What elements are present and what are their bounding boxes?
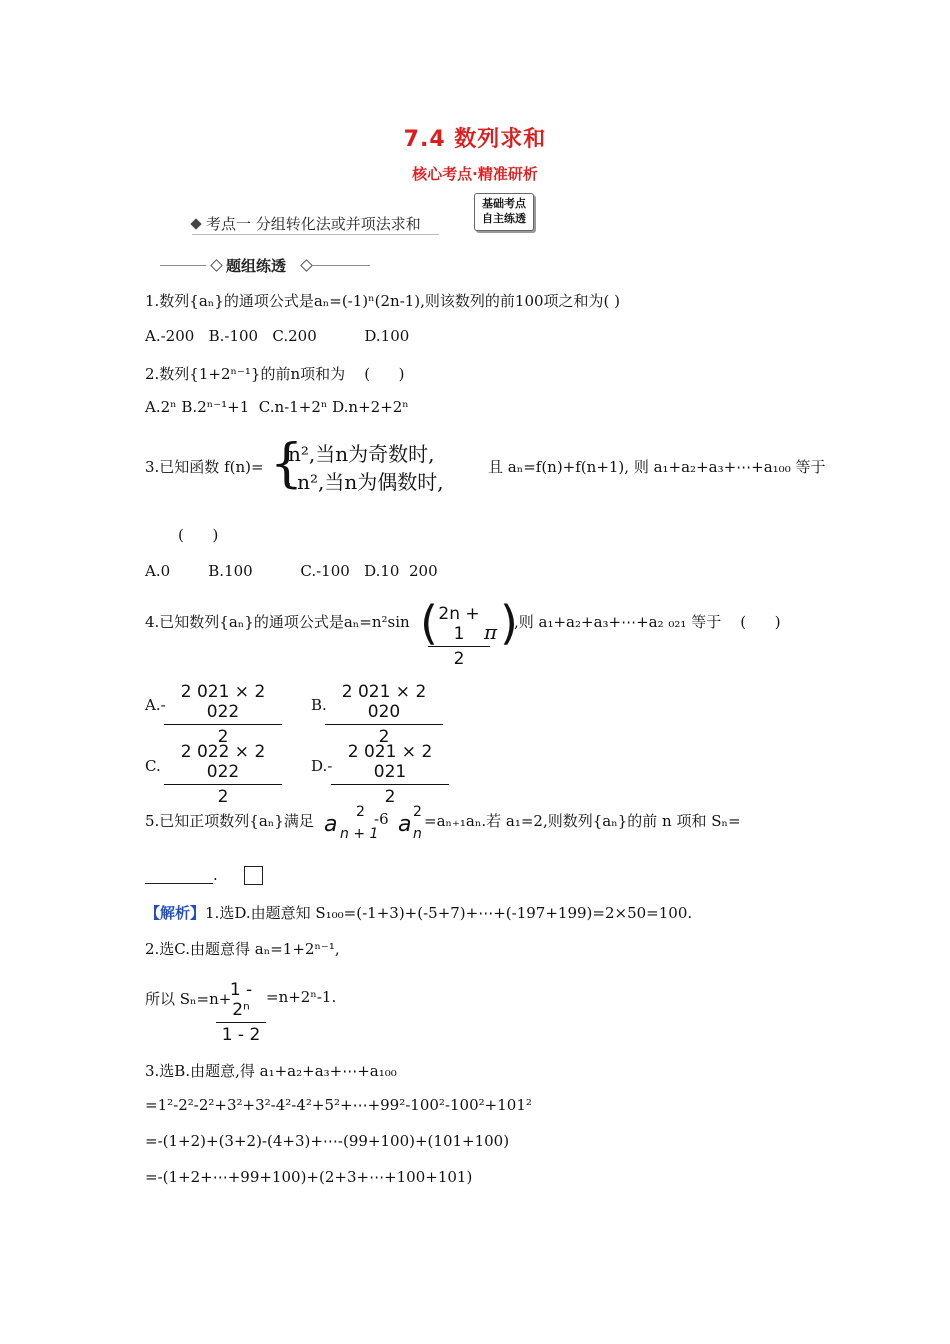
practice-divider <box>160 255 370 277</box>
question-2: 2.数列{1+2ⁿ⁻¹}的前n项和为 ( ) <box>145 365 405 383</box>
question-3-paren: ( ) <box>178 526 219 544</box>
question-3-suffix: 且 aₙ=f(n)+f(n+1), 则 a₁+a₂+a₃+⋯+a₁₀₀ 等于 <box>488 458 826 476</box>
left-paren: ( <box>420 596 438 650</box>
option-b-label: B. <box>311 696 327 714</box>
section-badge <box>474 193 534 231</box>
diamond-icon <box>210 259 223 272</box>
analysis-3-line-3: =-(1+2+⋯+99+100)+(2+3+⋯+100+101) <box>145 1168 473 1186</box>
minus-six: -6 <box>374 810 389 828</box>
question-4-suffix: ,则 a₁+a₂+a₃+⋯+a₂ ₀₂₁ 等于 ( ) <box>514 613 781 631</box>
question-1-options: A.-200 B.-100 C.200 D.100 <box>145 327 410 345</box>
analysis-tag: 【解析】 <box>145 904 206 922</box>
page-subtitle: 核心考点·精准研析 <box>412 165 538 183</box>
analysis-1-text: 1.选D.由题意知 S₁₀₀=(-1+3)+(-5+7)+⋯+(-197+199)=2×50=100. <box>205 904 693 922</box>
divider-line-left <box>160 265 206 266</box>
page-title: 7.4 数列求和 <box>403 127 547 152</box>
case-even: - n²,当n为偶数时, <box>284 470 444 494</box>
question-5-suffix: =aₙ₊₁aₙ.若 a₁=2,则数列{aₙ}的前 n 项和 Sₙ= <box>424 812 741 830</box>
analysis-2b-prefix: 所以 Sₙ=n+ <box>145 990 232 1008</box>
analysis-3: 3.选B.由题意,得 a₁+a₂+a₃+⋯+a₁₀₀ <box>145 1062 397 1080</box>
section-label: 考点一 分组转化法或并项法求和 <box>206 215 421 233</box>
option-a-fraction: $\frac{2 021 \times 2 022}{2}$ <box>164 682 282 747</box>
option-d-fraction: $\frac{2 021 \times 2 021}{2}$ <box>331 742 449 807</box>
section-heading <box>192 213 439 235</box>
case-odd: n²,当n为奇数时, <box>288 442 435 466</box>
piecewise-function <box>270 434 490 494</box>
sin-argument-fraction: $\frac{2n + 1}{2}$ <box>428 604 490 669</box>
question-5-equation: a n + 1 2 -6 a n 2 <box>324 804 422 842</box>
practice-label: 题组练透 <box>226 257 287 275</box>
diamond-icon <box>300 259 313 272</box>
right-paren: ) <box>500 596 518 650</box>
answer-blank <box>145 882 213 884</box>
diamond-icon <box>190 218 201 229</box>
option-a-label: A.- <box>145 696 166 714</box>
badge-line-2: 自主练透 <box>482 212 526 225</box>
question-4-prefix: 4.已知数列{aₙ}的通项公式是aₙ=n²sin <box>145 613 410 631</box>
option-d-label: D.- <box>311 757 333 775</box>
question-2-options: A.2ⁿ B.2ⁿ⁻¹+1 C.n-1+2ⁿ D.n+2+2ⁿ <box>145 398 409 416</box>
question-3-options: A.0 B.100 C.-100 D.10 200 <box>145 562 438 580</box>
question-1: 1.数列{aₙ}的通项公式是aₙ=(-1)ⁿ(2n-1),则该数列的前100项之和为( ) <box>145 292 621 310</box>
analysis-2b-fraction: $\frac{\text{1 - 2ⁿ}}{1 - 2}$ <box>216 980 266 1045</box>
option-b-fraction: $\frac{2 021 \times 2 020}{2}$ <box>325 682 443 747</box>
question-5-prefix: 5.已知正项数列{aₙ}满足 <box>145 812 314 830</box>
analysis-3-line-2: =-(1+2)+(3+2)-(4+3)+⋯-(99+100)+(101+100) <box>145 1132 510 1150</box>
analysis-1 <box>145 902 692 923</box>
question-5-period: . <box>213 866 218 884</box>
pi-symbol: π <box>484 620 498 644</box>
analysis-2b-suffix: =n+2ⁿ-1. <box>266 988 337 1006</box>
answer-box <box>244 866 263 885</box>
divider-line-right <box>312 265 370 266</box>
badge-line-1: 基础考点 <box>482 197 526 210</box>
option-c-fraction: $\frac{2 022 \times 2 022}{2}$ <box>164 742 282 807</box>
left-brace: { <box>270 434 304 494</box>
question-3-prefix: 3.已知函数 f(n)= <box>145 458 264 476</box>
option-c-label: C. <box>145 757 161 775</box>
analysis-3-line-1: =1²-2²-2²+3²+3²-4²-4²+5²+⋯+99²-100²-100²+101² <box>145 1096 532 1114</box>
analysis-2: 2.选C.由题意得 aₙ=1+2ⁿ⁻¹, <box>145 940 340 958</box>
